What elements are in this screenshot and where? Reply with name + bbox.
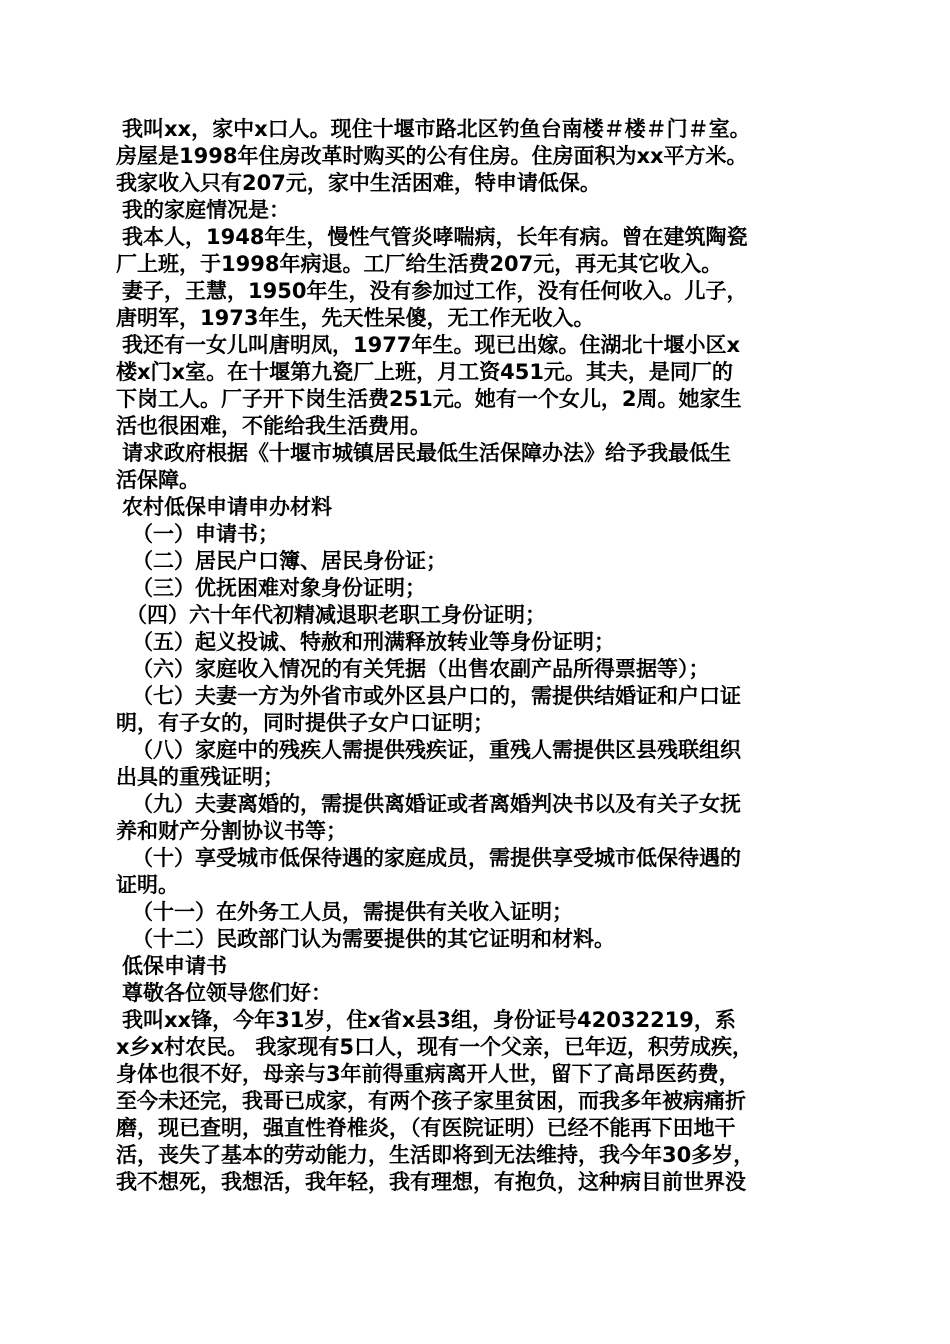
document-page: [116, 116, 836, 1196]
text-line: 楼x门x室。在十堰第九瓷厂上班，月工资451元。其夫，是同厂的: [116, 360, 733, 384]
text-line: 下岗工人。厂子开下岗生活费251元。她有一个女儿，2周。她家生: [116, 387, 742, 411]
list-item: （二）居民户口簿、居民身份证；: [132, 549, 447, 573]
text-line: 活也很困难，不能给我生活费用。: [116, 414, 431, 438]
list-item: （五）起义投诚、特赦和刑满释放转业等身份证明；: [132, 630, 615, 654]
list-item-continued: 证明。: [116, 873, 179, 897]
salutation: 尊敬各位领导您们好：: [122, 981, 332, 1005]
text-line: 房屋是1998年住房改革时购买的公有住房。住房面积为xx平方米。: [116, 144, 748, 168]
text-line: 我还有一女儿叫唐明凤，1977年生。现已出嫁。住湖北十堰小区x: [122, 333, 740, 357]
text-line: 唐明军，1973年生，先天性呆傻，无工作无收入。: [116, 306, 595, 330]
text-line: 活保障。: [116, 468, 200, 492]
text-line: 我叫xx锋，今年31岁，住x省x县3组，身份证号42032219，系: [122, 1008, 736, 1032]
text-line: 磨，现已查明，强直性脊椎炎，（有医院证明）已经不能再下田地干: [116, 1116, 736, 1140]
list-item-continued: 养和财产分割协议书等；: [116, 819, 347, 843]
section-heading: 农村低保申请申办材料: [122, 495, 332, 519]
text-line: 我的家庭情况是：: [122, 198, 290, 222]
list-item-continued: 明，有子女的，同时提供子女户口证明；: [116, 711, 494, 735]
text-line: 我叫xx，家中x口人。现住十堰市路北区钓鱼台南楼＃楼＃门＃室。: [122, 117, 751, 141]
list-item: （十二）民政部门认为需要提供的其它证明和材料。: [132, 927, 615, 951]
list-item: （六）家庭收入情况的有关凭据（出售农副产品所得票据等）；: [132, 657, 710, 681]
section-application-1: [116, 116, 836, 494]
list-item: （七）夫妻一方为外省市或外区县户口的，需提供结婚证和户口证: [132, 684, 741, 708]
text-line: x乡x村农民。 我家现有5口人，现有一个父亲，已年迈，积劳成疾，: [116, 1035, 754, 1059]
list-item: （十一）在外务工人员，需提供有关收入证明；: [132, 900, 573, 924]
section-heading: 低保申请书: [122, 954, 227, 978]
list-item: （八）家庭中的残疾人需提供残疾证，重残人需提供区县残联组织: [132, 738, 741, 762]
list-item: （一）申请书；: [132, 522, 279, 546]
text-line: 我家收入只有207元，家中生活困难，特申请低保。: [116, 171, 601, 195]
section-materials-list: [116, 494, 836, 953]
text-line: 请求政府根据《十堰市城镇居民最低生活保障办法》给予我最低生: [122, 441, 731, 465]
list-item: （三）优抚困难对象身份证明；: [132, 576, 426, 600]
text-line: 至今未还完，我哥已成家，有两个孩子家里贫困，而我多年被病痛折: [116, 1089, 746, 1113]
text-line: 活，丧失了基本的劳动能力，生活即将到无法维持，我今年30多岁，: [116, 1143, 755, 1167]
list-item: （九）夫妻离婚的，需提供离婚证或者离婚判决书以及有关子女抚: [132, 792, 741, 816]
list-item-continued: 出具的重残证明；: [116, 765, 284, 789]
section-application-2: [116, 953, 836, 1196]
text-line: 厂上班，于1998年病退。工厂给生活费207元，再无其它收入。: [116, 252, 723, 276]
text-line: 身体也很不好，母亲与3年前得重病离开人世，留下了高昂医药费，: [116, 1062, 740, 1086]
text-line: 我本人，1948年生，慢性气管炎哮喘病，长年有病。曾在建筑陶瓷: [122, 225, 748, 249]
list-item: （十）享受城市低保待遇的家庭成员，需提供享受城市低保待遇的: [132, 846, 741, 870]
list-item: （四）六十年代初精减退职老职工身份证明；: [126, 603, 546, 627]
text-line: 妻子，王慧，1950年生，没有参加过工作，没有任何收入。儿子，: [122, 279, 748, 303]
text-line: 我不想死，我想活，我年轻，我有理想，有抱负，这种病目前世界没: [116, 1170, 746, 1194]
